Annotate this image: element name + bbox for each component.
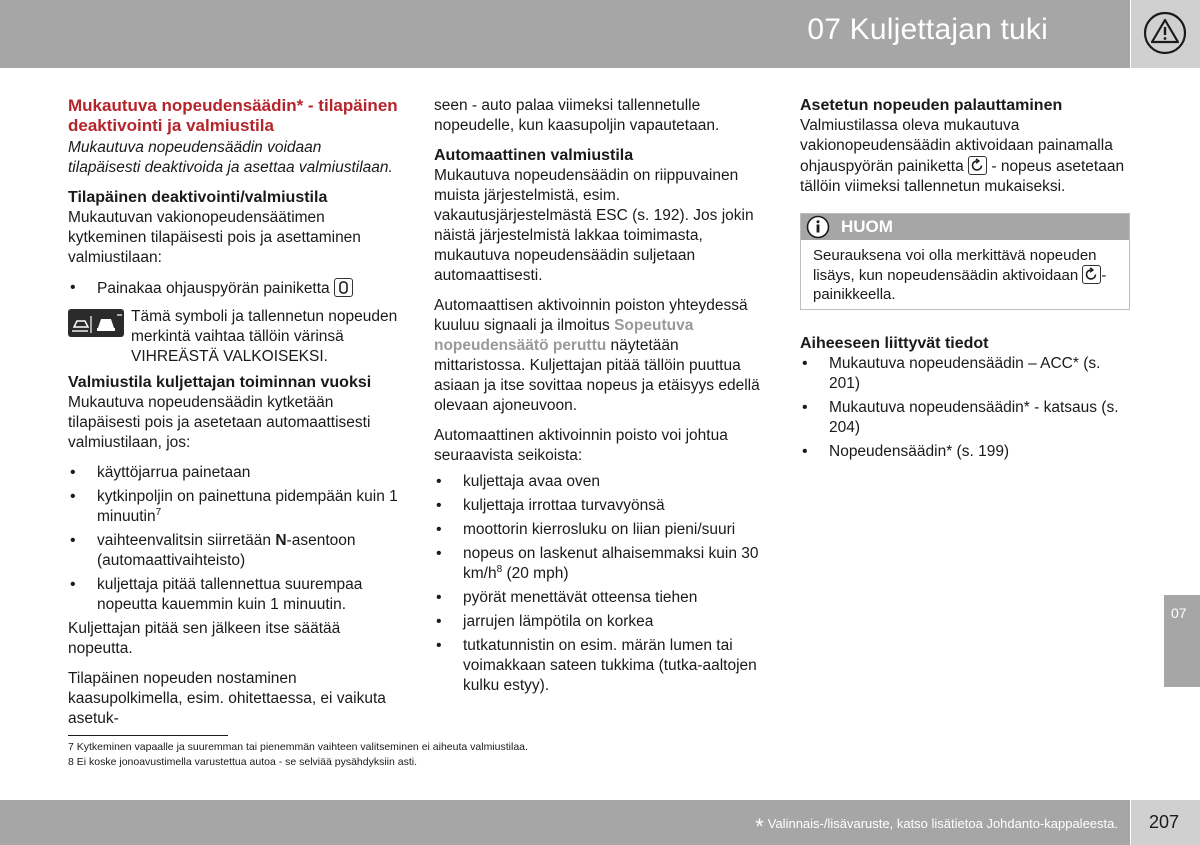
warning-triangle-icon xyxy=(1142,11,1188,55)
column-3 xyxy=(800,96,1130,466)
paragraph-auto: Mukautuva nopeudensäädin on riippuvainen muista järjestelmistä, esim. vakautusjärjestelmästä ESC (s. 192). Jos jokin näistä järjestelmistä lakkaa toimimasta, mukautuva nopeudensäädin suljetaan automaattisesti. xyxy=(434,167,754,284)
paragraph-signal: Automaattisen aktivoinnin poiston yhteydessä kuuluu signaali ja ilmoitus Sopeutuva nopeudensäätö peruttu näytetään mittaristossa. Kuljettajan pitää tällöin puuttua asiaan ja itse sovittaa nopeus ja etäisyys edellä olevaan ajoneuvoon. xyxy=(434,297,760,414)
list-item: • kuljettaja irrottaa turvavyönsä xyxy=(434,496,769,516)
chapter-title: 07 Kuljettajan tuki xyxy=(807,13,1048,46)
page-footer xyxy=(0,800,1130,845)
list-item: • kytkinpoljin on painettuna pidempään kuin 1 minuutin$^7$ xyxy=(68,487,398,527)
heading-related-info: Aiheeseen liittyvät tiedot xyxy=(800,335,989,352)
info-icon xyxy=(805,215,831,239)
related-link[interactable]: • Mukautuva nopeudensäädin – ACC* (s. 201) xyxy=(800,354,1130,394)
list-item: • kuljettaja pitää tallennettua suurempaa nopeutta kauemmin kuin 1 minuutin. xyxy=(68,575,398,615)
list-item xyxy=(68,278,398,299)
section-intro: Mukautuva nopeudensäädin voidaan tilapäisesti deaktivoida ja asettaa valmiustilaan. xyxy=(68,139,393,176)
symbol-row xyxy=(68,307,398,367)
causes-list xyxy=(434,472,769,696)
heading-driver-standby: Valmiustila kuljettajan toiminnan vuoksi xyxy=(68,374,372,391)
paragraph-driver: Mukautuva nopeudensäädin kytketään tilapäisesti pois ja asetetaan automaattisesti valmiustilaan, jos: xyxy=(68,394,371,451)
footnote-ref: 8 xyxy=(496,563,503,575)
list-item: • tutkatunnistin on esim. märän lumen tai voimakkaan sateen tukkima (tutka-aaltojen kulku estyy). xyxy=(434,636,769,696)
list-item: • jarrujen lämpötila on korkea xyxy=(434,612,769,632)
column-2 xyxy=(434,96,769,700)
footer-note: * Valinnais-/lisävaruste, katso lisätietoa Johdanto-kappaleesta. xyxy=(755,814,1118,839)
chapter-side-tab[interactable] xyxy=(1164,595,1200,687)
page-number-box xyxy=(1131,800,1200,845)
asterisk-icon: * xyxy=(755,814,764,839)
chapter-header xyxy=(0,0,1130,68)
heading-resume-speed: Asetetun nopeuden palauttaminen xyxy=(800,97,1063,114)
note-header xyxy=(801,214,1129,240)
column-1 xyxy=(68,96,398,729)
footnote-ref: 7 xyxy=(155,506,162,518)
page-number: 207 xyxy=(1149,812,1180,832)
paragraph-causes: Automaattinen aktivoinnin poisto voi johtua seuraavista seikoista: xyxy=(434,427,728,464)
paragraph-raise: Tilapäinen nopeuden nostaminen kaasupolkimella, esim. ohitettaessa, ei vaikuta asetuk- xyxy=(68,670,386,727)
resume-button-icon xyxy=(1082,265,1101,284)
bullet-button-text: Painakaa ohjauspyörän painiketta xyxy=(97,280,330,297)
heading-temporary-deactivation: Tilapäinen deaktivointi/valmiustila xyxy=(68,189,328,206)
note-title: HUOM xyxy=(841,217,893,236)
paragraph-continued: seen - auto palaa viimeksi tallennetulle nopeudelle, kun kaasupoljin vapautetaan. xyxy=(434,97,720,134)
note-body: Seurauksena voi olla merkittävä nopeuden lisäys, kun nopeudensäädin aktivoidaan -painikkeella. xyxy=(813,247,1107,303)
footnote-divider xyxy=(68,735,228,736)
header-icon-box xyxy=(1131,0,1200,68)
resume-button-icon xyxy=(968,156,987,175)
list-item: • pyörät menettävät otteensa tiehen xyxy=(434,588,769,608)
paragraph-temporary: Mukautuvan vakionopeudensäätimen kytkeminen tilapäisesti pois ja asettaminen valmiustilaan: xyxy=(68,209,361,266)
related-link[interactable]: • Mukautuva nopeudensäädin* - katsaus (s. 204) xyxy=(800,398,1130,438)
button-list xyxy=(68,278,398,299)
paragraph-resume: Valmiustilassa oleva mukautuva vakionopeudensäädin aktivoidaan painamalla ohjauspyörän painiketta - nopeus asetetaan tällöin viimeksi tallennetun mukaiseksi. xyxy=(800,117,1125,195)
note-box xyxy=(800,213,1130,310)
related-list xyxy=(800,354,1130,462)
list-item: • käyttöjarrua painetaan xyxy=(68,463,398,483)
symbol-description: Tämä symboli ja tallennetun nopeuden merkintä vaihtaa tällöin värinsä VIHREÄSTÄ VALKOISEKSI. xyxy=(131,308,398,365)
standby-button-icon xyxy=(334,278,353,297)
list-item: • moottorin kierrosluku on liian pieni/suuri xyxy=(434,520,769,540)
list-item: • kuljettaja avaa oven xyxy=(434,472,769,492)
footnote: 7 Kytkeminen vapaalle ja suuremman tai pienemmän vaihteen valitseminen ei aiheuta valmiustilaa. xyxy=(68,741,528,753)
related-link[interactable]: • Nopeudensäädin* (s. 199) xyxy=(800,442,1130,462)
list-item: • nopeus on laskenut alhaisemmaksi kuin 30 $km/h^8$ (20 mph) xyxy=(434,544,769,584)
adaptive-cruise-symbol-icon xyxy=(68,309,124,337)
conditions-list xyxy=(68,463,398,615)
list-item: • vaihteenvalitsin siirretään N-asentoon (automaattivaihteisto) xyxy=(68,531,398,571)
footnote: 8 Ei koske jonoavustimella varustettua autoa - se selviää pysähdyksiin asti. xyxy=(68,756,418,768)
section-title: Mukautuva nopeudensäädin* - tilapäinen deaktivointi ja valmiustila xyxy=(68,96,398,135)
display-message: Sopeutuva nopeudensäätö peruttu xyxy=(434,317,694,354)
paragraph-adjust: Kuljettajan pitää sen jälkeen itse säätää nopeutta. xyxy=(68,620,341,657)
heading-auto-standby: Automaattinen valmiustila xyxy=(434,147,634,164)
side-tab-label: 07 xyxy=(1171,605,1187,621)
